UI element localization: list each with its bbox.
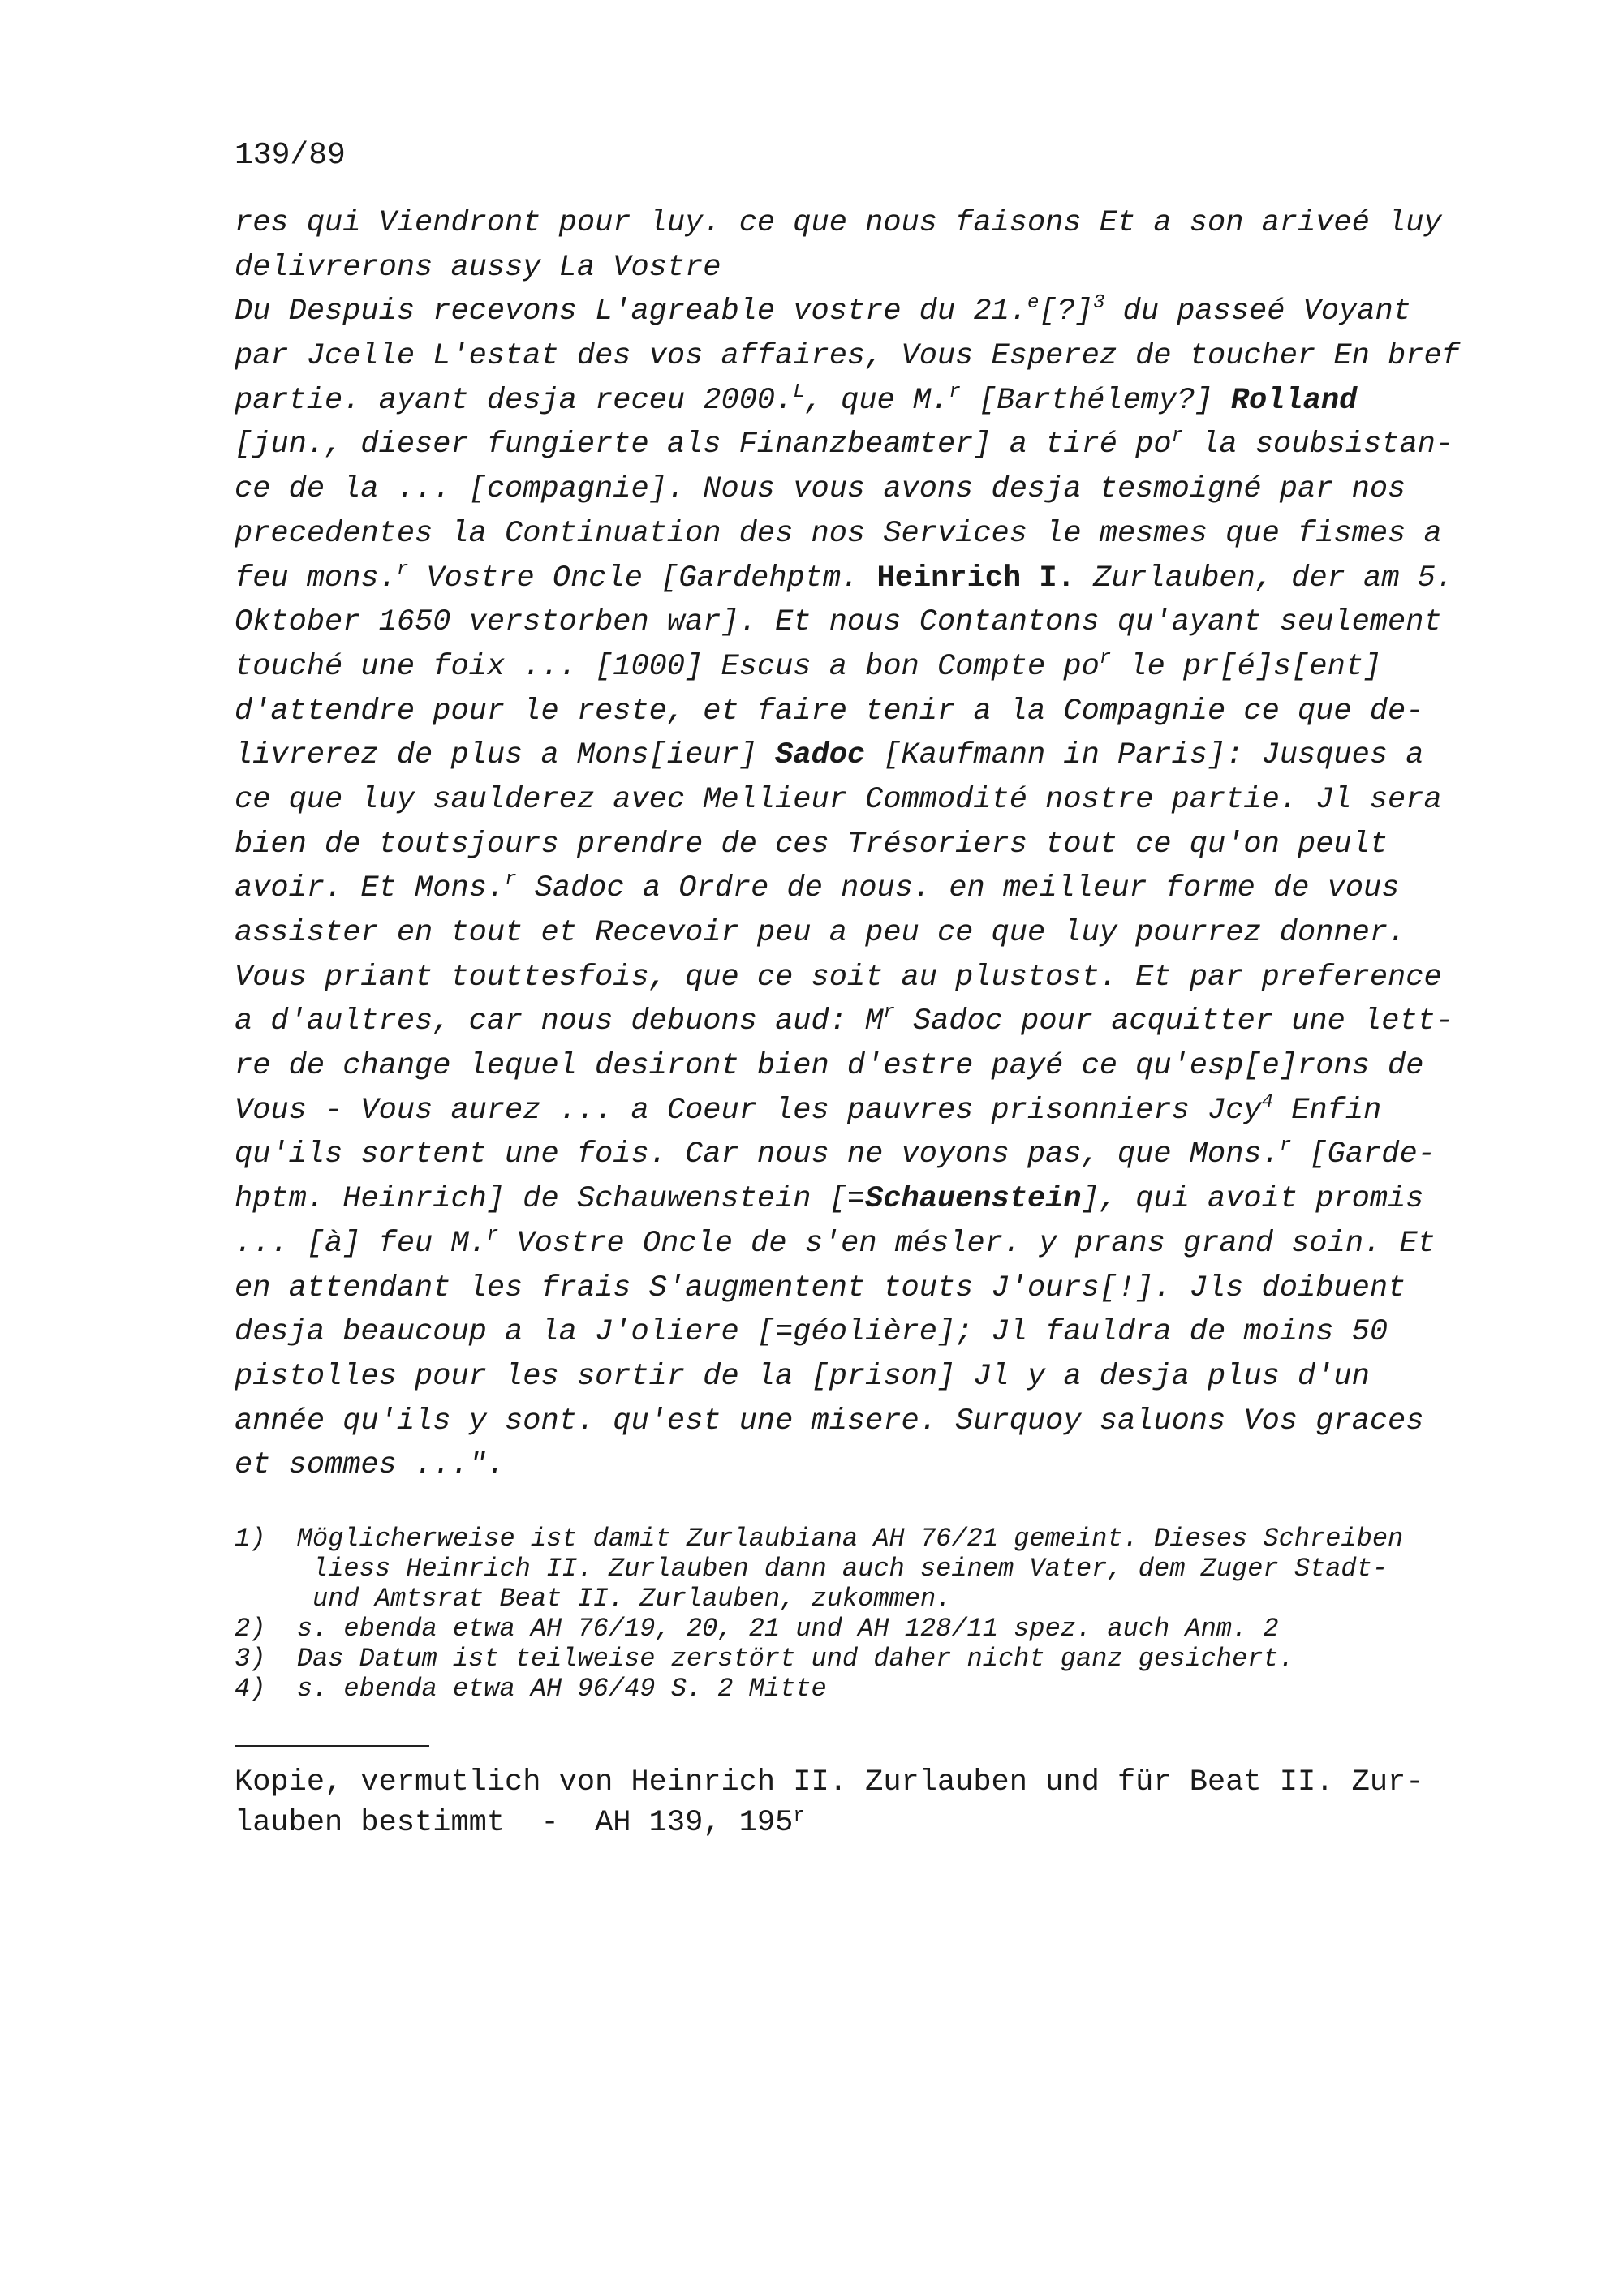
superscript: L bbox=[793, 381, 805, 403]
body-line bbox=[235, 778, 1500, 823]
body-line bbox=[235, 1133, 1500, 1177]
text-run: desja beaucoup a la J'oliere [=géolière]; Jl fauldra de moins 50 bbox=[235, 1315, 1388, 1350]
text-run: Heinrich I. bbox=[876, 561, 1075, 595]
text-run: qu'ils sortent une fois. Car nous ne voyons pas, que Mons. bbox=[235, 1137, 1280, 1172]
text-run: Sadoc pour acquitter une lett- bbox=[894, 1004, 1454, 1039]
footnote-line: 4) s. ebenda etwa AH 96/49 S. 2 Mitte bbox=[235, 1674, 827, 1704]
text-run: Vous - Vous aurez ... a Coeur les pauvres prisonniers Jcy bbox=[235, 1093, 1262, 1128]
footnotes bbox=[235, 1524, 1500, 1704]
text-run: , que M. bbox=[804, 383, 949, 418]
text-run: Sadoc a Ordre de nous. en meilleur forme de vous bbox=[516, 871, 1400, 906]
source-divider bbox=[235, 1745, 429, 1747]
body-line bbox=[235, 1355, 1500, 1400]
superscript: r bbox=[505, 869, 517, 892]
text-run: [Barthélemy?] bbox=[960, 383, 1231, 418]
text-run: partie. ayant desja receu 2000. bbox=[235, 383, 794, 418]
body-line bbox=[235, 423, 1500, 467]
text-run: bien de toutsjours prendre de ces Trésoriers tout ce qu'on peult bbox=[235, 827, 1388, 862]
superscript: e bbox=[1027, 292, 1040, 315]
body-line bbox=[235, 379, 1500, 424]
text-run: [jun., dieser fungierte als Finanzbeamter] a tiré po bbox=[235, 428, 1172, 462]
source-line-2 bbox=[235, 1803, 1533, 1843]
text-run: Zurlauben, der am 5. bbox=[1074, 561, 1454, 595]
text-run: ce que luy saulderez avec Mellieur Commodité nostre partie. Jl sera bbox=[235, 782, 1442, 817]
superscript: r bbox=[396, 558, 409, 581]
text-run: par Jcelle L'estat des vos affaires, Vous Esperez de toucher En bref bbox=[235, 339, 1460, 374]
footnote-line: liess Heinrich II. Zurlauben dann auch seinem Vater, dem Zuger Stadt- bbox=[235, 1554, 1388, 1584]
text-run: année qu'ils y sont. qu'est une misere. Surquoy saluons Vos graces bbox=[235, 1404, 1424, 1438]
body-line bbox=[235, 467, 1500, 512]
superscript: r bbox=[1171, 425, 1183, 448]
text-run: re de change lequel desiront bien d'estre payé ce qu'esp[e]rons de bbox=[235, 1049, 1424, 1084]
text-run: Du Despuis recevons L'agreable vostre du 21. bbox=[235, 295, 1027, 329]
text-run: avoir. Et Mons. bbox=[235, 871, 506, 906]
body-line bbox=[235, 557, 1500, 601]
text-run: le pr[é]s[ent] bbox=[1111, 649, 1382, 684]
body-line bbox=[235, 1000, 1500, 1044]
text-run: delivrerons aussy La Vostre bbox=[235, 250, 721, 285]
source-note bbox=[235, 1762, 1533, 1843]
text-run: feu mons. bbox=[235, 561, 397, 595]
body-line bbox=[235, 1177, 1500, 1222]
text-run: Enfin bbox=[1273, 1093, 1382, 1128]
body-line bbox=[235, 512, 1500, 557]
source-line-2-text: lauben bestimmt - AH 139, 195 bbox=[235, 1806, 794, 1840]
page-number: 139/89 bbox=[235, 138, 346, 173]
body-line bbox=[235, 645, 1500, 690]
body-line bbox=[235, 956, 1500, 1000]
body-line bbox=[235, 334, 1500, 379]
body-line bbox=[235, 733, 1500, 778]
body-line bbox=[235, 1266, 1500, 1311]
body-line bbox=[235, 1400, 1500, 1444]
footnote-line: 1) Möglicherweise ist damit Zurlaubiana AH 76/21 gemeint. Dieses Schreiben bbox=[235, 1524, 1404, 1554]
letter-body-text bbox=[235, 201, 1500, 1488]
text-run: [Garde- bbox=[1291, 1137, 1436, 1172]
superscript: 4 bbox=[1261, 1090, 1274, 1113]
superscript: 3 bbox=[1093, 292, 1105, 315]
text-run: Vostre Oncle [Gardehptm. bbox=[408, 561, 877, 595]
text-run: Vostre Oncle de s'en mésler. y prans grand soin. Et bbox=[498, 1226, 1436, 1261]
text-run: livrerez de plus a Mons[ieur] bbox=[235, 738, 776, 773]
text-run: ... [à] feu M. bbox=[235, 1226, 487, 1261]
text-run: Schauenstein bbox=[865, 1182, 1082, 1217]
source-line-2-sup: r bbox=[793, 1805, 805, 1827]
text-run: hptm. Heinrich] de Schauwenstein [= bbox=[235, 1182, 866, 1217]
text-run: [?] bbox=[1039, 295, 1093, 329]
text-run: ce de la ... [compagnie]. Nous vous avons desja tesmoigné par nos bbox=[235, 472, 1406, 507]
text-run: pistolles pour les sortir de la [prison] Jl y a desja plus d'un bbox=[235, 1359, 1370, 1394]
text-run: la soubsistan- bbox=[1183, 428, 1454, 462]
body-line bbox=[235, 201, 1500, 246]
footnote-line: 2) s. ebenda etwa AH 76/19, 20, 21 und AH 128/11 spez. auch Anm. 2 bbox=[235, 1614, 1279, 1644]
body-line bbox=[235, 1310, 1500, 1355]
footnote-line: und Amtsrat Beat II. Zurlauben, zukommen. bbox=[235, 1584, 952, 1614]
superscript: r bbox=[1099, 647, 1112, 669]
superscript: r bbox=[486, 1223, 499, 1246]
text-run: Rolland bbox=[1230, 383, 1358, 418]
body-line bbox=[235, 1044, 1500, 1089]
text-run: res qui Viendront pour luy. ce que nous faisons Et a son ariveé luy bbox=[235, 206, 1442, 240]
body-line bbox=[235, 246, 1500, 290]
text-run: ], qui avoit promis bbox=[1081, 1182, 1424, 1217]
text-run: Vous priant touttesfois, que ce soit au plustost. Et par preference bbox=[235, 960, 1442, 995]
text-run: Sadoc bbox=[775, 738, 866, 773]
body-line bbox=[235, 290, 1500, 334]
text-run: a d'aultres, car nous debuons aud: M bbox=[235, 1004, 884, 1039]
superscript: r bbox=[883, 1002, 895, 1025]
text-run: [Kaufmann in Paris]: Jusques a bbox=[865, 738, 1424, 773]
text-run: et sommes ...". bbox=[235, 1448, 506, 1483]
text-run: Oktober 1650 verstorben war]. Et nous Contantons qu'ayant seulement bbox=[235, 605, 1442, 640]
text-run: en attendant les frais S'augmentent touts J'ours[!]. Jls doibuent bbox=[235, 1271, 1406, 1305]
body-line bbox=[235, 1443, 1500, 1488]
text-run: precedentes la Continuation des nos Services le mesmes que fismes a bbox=[235, 516, 1442, 551]
body-line bbox=[235, 866, 1500, 911]
body-line bbox=[235, 600, 1500, 645]
body-line bbox=[235, 690, 1500, 734]
body-line bbox=[235, 823, 1500, 867]
superscript: r bbox=[1279, 1135, 1292, 1158]
body-line bbox=[235, 911, 1500, 956]
footnote-line: 3) Das Datum ist teilweise zerstört und daher nicht ganz gesichert. bbox=[235, 1644, 1294, 1674]
text-run: du passeé Voyant bbox=[1104, 295, 1411, 329]
text-run: touché une foix ... [1000] Escus a bon Compte po bbox=[235, 649, 1100, 684]
body-line bbox=[235, 1089, 1500, 1133]
text-run: d'attendre pour le reste, et faire tenir a la Compagnie ce que de- bbox=[235, 694, 1424, 729]
text-run: assister en tout et Recevoir peu a peu ce que luy pourrez donner. bbox=[235, 916, 1406, 950]
body-line bbox=[235, 1222, 1500, 1266]
superscript: r bbox=[949, 381, 961, 403]
source-line-1: Kopie, vermutlich von Heinrich II. Zurlauben und für Beat II. Zur- bbox=[235, 1765, 1424, 1799]
